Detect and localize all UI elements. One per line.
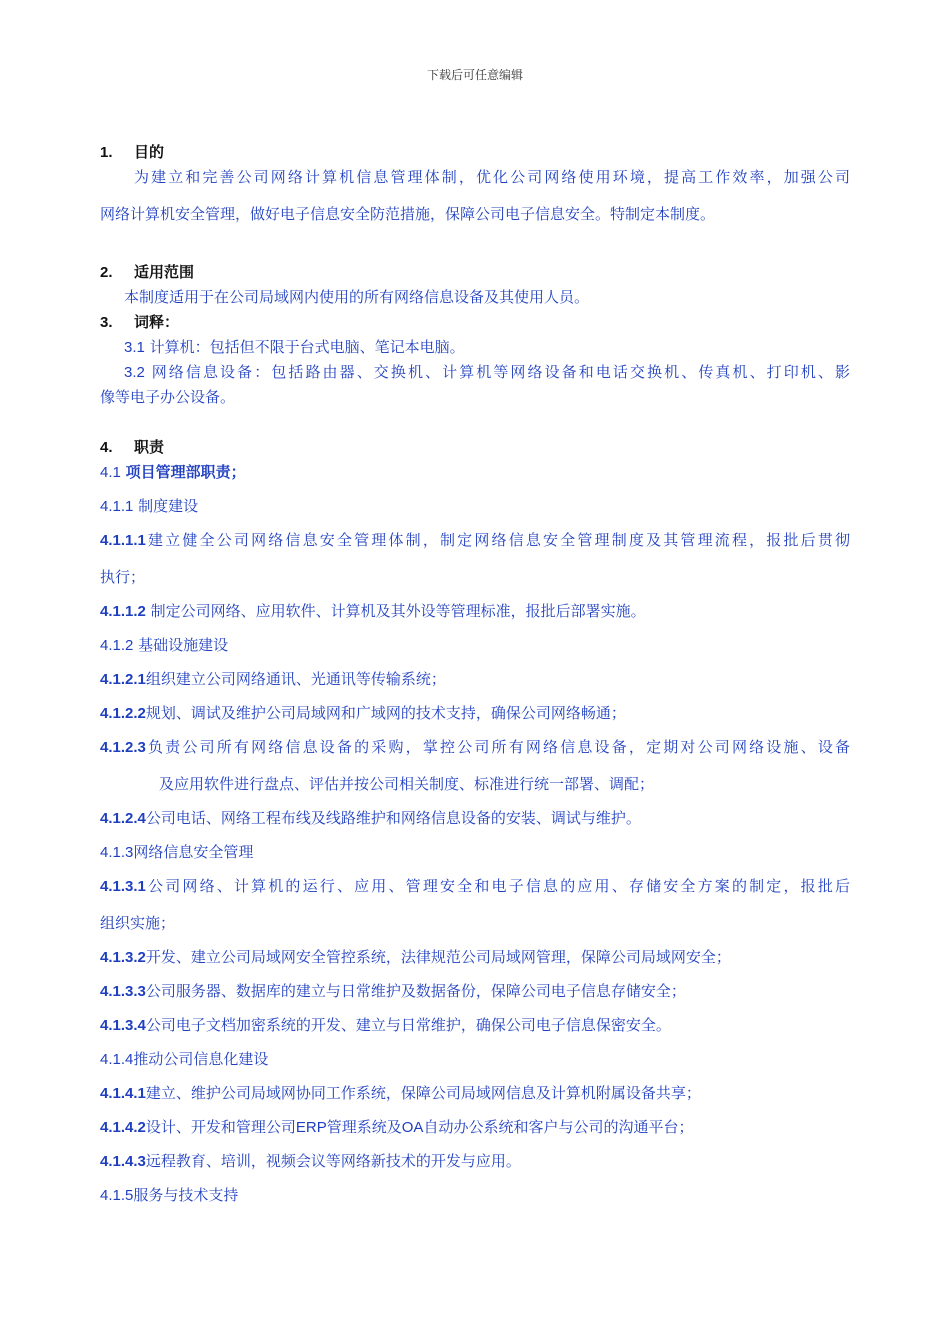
list-item: 4.1.3网络信息安全管理 — [100, 843, 254, 861]
list-item-cont: 执行； — [100, 568, 146, 586]
list-item: 4.1.1 制度建设 — [100, 497, 199, 515]
section-2-heading — [100, 262, 852, 283]
definition-item-cont: 像等电子办公设备。 — [100, 388, 236, 406]
section-number: 3. — [100, 314, 113, 331]
section-number: 1. — [100, 144, 113, 161]
section-1-heading — [100, 142, 852, 163]
section-number: 2. — [100, 264, 113, 281]
list-item-cont: 及应用软件进行盘点、评估并按公司相关制度、标准进行统一部署、调配； — [159, 775, 655, 793]
list-item-cont: 组织实施； — [100, 914, 176, 932]
section-4-heading — [100, 437, 852, 458]
list-item: 4.1 项目管理部职责； — [100, 463, 246, 481]
list-item: 4.1.2.4公司电话、网络工程布线及线路维护和网络信息设备的安装、调试与维护。 — [100, 809, 641, 827]
list-item: 4.1.3.3公司服务器、数据库的建立与日常维护及数据备份，保障公司电子信息存储安全； — [100, 982, 686, 1000]
list-item: 4.1.2.3负责公司所有网络信息设备的采购，掌控公司所有网络信息设备，定期对公司网络设施、设备 — [100, 738, 850, 756]
list-item: 4.1.5服务与技术支持 — [100, 1186, 239, 1204]
list-item: 4.1.1.2 制定公司网络、应用软件、计算机及其外设等管理标准，报批后部署实施。 — [100, 602, 646, 620]
paragraph: 本制度适用于在公司局域网内使用的所有网络信息设备及其使用人员。 — [124, 288, 590, 306]
list-item: 4.1.3.1公司网络、计算机的运行、应用、管理安全和电子信息的应用、存储安全方案的制定，报批后 — [100, 877, 850, 895]
section-number: 4. — [100, 439, 113, 456]
section-3-heading — [100, 312, 852, 333]
list-item: 4.1.4.3远程教育、培训，视频会议等网络新技术的开发与应用。 — [100, 1152, 521, 1170]
list-item: 4.1.3.4公司电子文档加密系统的开发、建立与日常维护，确保公司电子信息保密安全。 — [100, 1016, 671, 1034]
list-item: 4.1.1.1建立健全公司网络信息安全管理体制，制定网络信息安全管理制度及其管理流程，报批后贯彻 — [100, 531, 850, 549]
list-item: 4.1.2.2规划、调试及维护公司局域网和广域网的技术支持，确保公司网络畅通； — [100, 704, 626, 722]
section-title: 词释： — [134, 313, 180, 331]
list-item: 4.1.2 基础设施建设 — [100, 636, 229, 654]
section-title: 职责 — [134, 438, 165, 456]
list-item: 4.1.4推动公司信息化建设 — [100, 1050, 269, 1068]
list-item: 4.1.4.1建立、维护公司局域网协同工作系统，保障公司局域网信息及计算机附属设备共享； — [100, 1084, 701, 1102]
list-item: 4.1.4.2设计、开发和管理公司ERP管理系统及OA自动办公系统和客户与公司的沟通平台； — [100, 1118, 694, 1136]
section-title: 适用范围 — [134, 263, 195, 281]
page-header: 下载后可任意编辑 — [426, 68, 523, 82]
list-item: 4.1.3.2开发、建立公司局域网安全管控系统，法律规范公司局域网管理，保障公司局域网安全； — [100, 948, 731, 966]
section-title: 目的 — [134, 143, 165, 161]
paragraph: 为建立和完善公司网络计算机信息管理体制，优化公司网络使用环境，提高工作效率，加强公司 — [134, 168, 850, 186]
paragraph: 网络计算机安全管理，做好电子信息安全防范措施，保障公司电子信息安全。特制定本制度。 — [100, 205, 716, 223]
definition-item: 3.1 计算机：包括但不限于台式电脑、笔记本电脑。 — [124, 338, 465, 356]
definition-item: 3.2 网络信息设备：包括路由器、交换机、计算机等网络设备和电话交换机、传真机、打印机、影 — [124, 363, 850, 381]
list-item: 4.1.2.1组织建立公司网络通讯、光通讯等传输系统； — [100, 670, 446, 688]
